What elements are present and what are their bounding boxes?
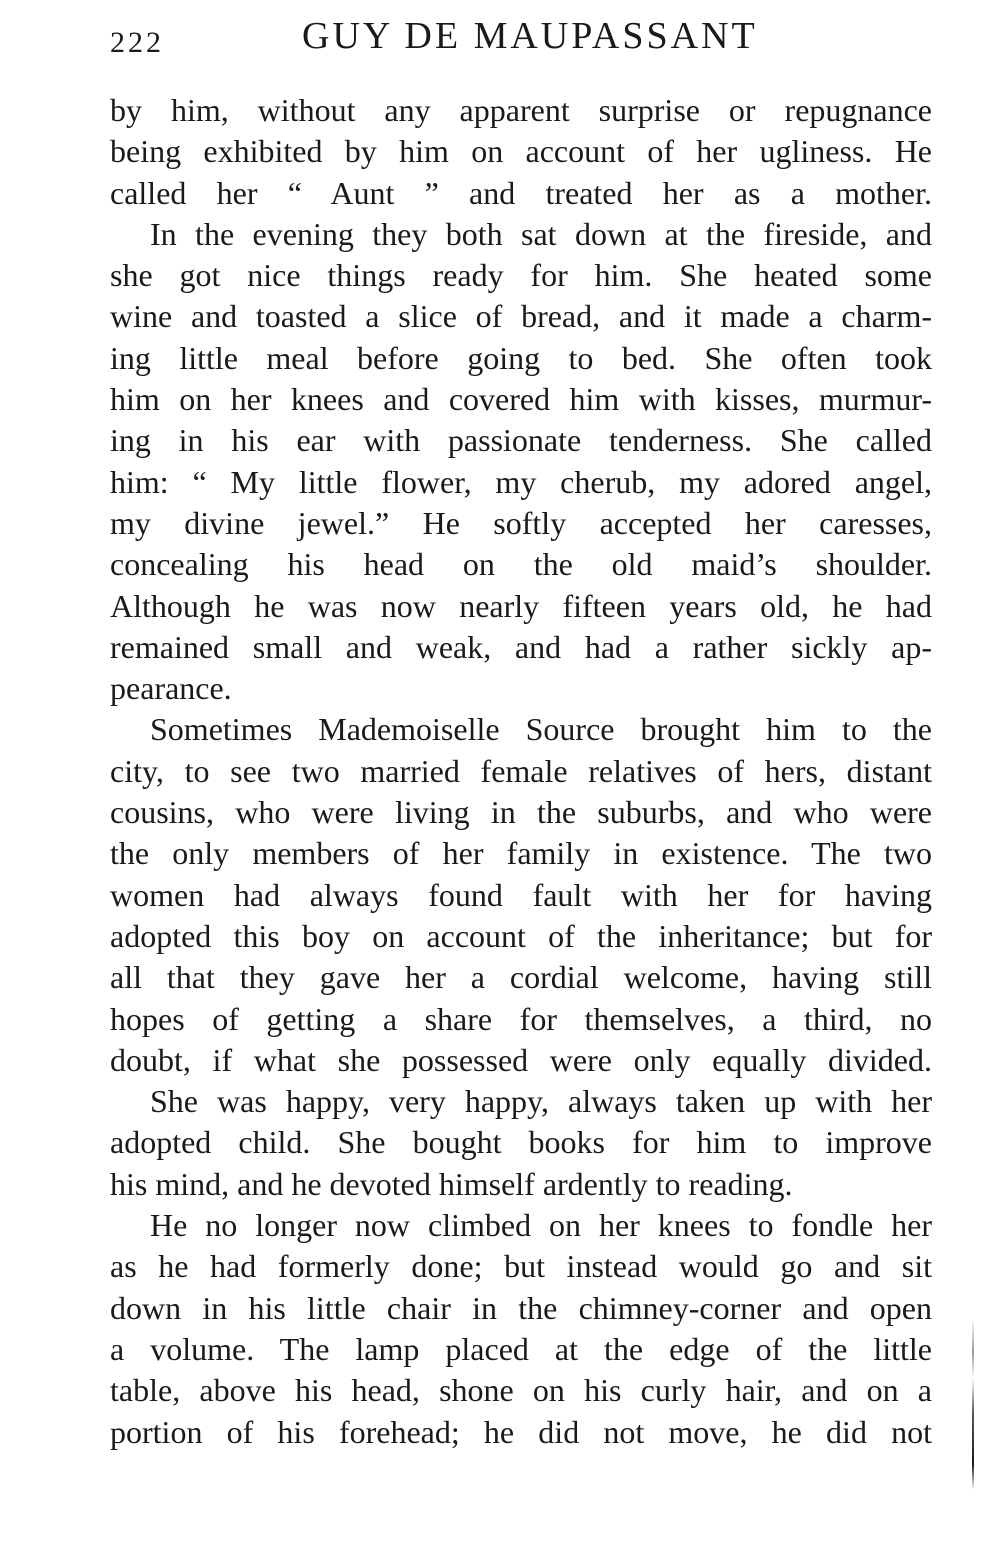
body-text [110, 90, 932, 1453]
text-line: his mind, and he devoted himself ardently to reading. [110, 1165, 793, 1202]
text-line: she got nice things ready for him. She heated some [110, 257, 932, 294]
text-line: She was happy, very happy, always taken up with her [150, 1083, 932, 1120]
text-line: In the evening they both sat down at the fireside, and [150, 215, 932, 252]
page-number: 222 [110, 26, 164, 59]
text-line: ing in his ear with passionate tenderness. She called [110, 422, 932, 459]
paragraph-city-visit [110, 709, 932, 1081]
text-line: city, to see two married female relatives of hers, distant [110, 752, 932, 789]
text-line: doubt, if what she possessed were only equally divided. [110, 1041, 932, 1078]
text-line: cousins, who were living in the suburbs, and who were [110, 794, 932, 831]
text-line: him: “ My little flower, my cherub, my adored angel, [110, 463, 932, 500]
text-line: a volume. The lamp placed at the edge of the little [110, 1330, 932, 1367]
text-line: table, above his head, shone on his curly hair, and on a [110, 1372, 932, 1409]
text-line: called her “ Aunt ” and treated her as a mother. [110, 174, 932, 211]
paragraph-reading [110, 1205, 932, 1453]
text-line: all that they gave her a cordial welcome, having still [110, 959, 932, 996]
text-line: women had always found fault with her for having [110, 876, 932, 913]
text-line: as he had formerly done; but instead would go and sit [110, 1248, 932, 1285]
text-line: by him, without any apparent surprise or repugnance [110, 92, 932, 128]
text-line: my divine jewel.” He softly accepted her caresses, [110, 504, 932, 541]
text-line: hopes of getting a share for themselves, a third, no [110, 1000, 932, 1037]
paragraph-fireside [110, 214, 932, 710]
paragraph-books [110, 1081, 932, 1205]
running-head [110, 14, 932, 64]
text-line: wine and toasted a slice of bread, and it made a charm- [110, 298, 932, 335]
text-line: pearance. [110, 670, 232, 707]
text-line: remained small and weak, and had a rather sickly ap- [110, 628, 932, 665]
text-line: He no longer now climbed on her knees to fondle her [150, 1207, 932, 1244]
text-line: him on her knees and covered him with kisses, murmur- [110, 381, 932, 418]
text-line: portion of his forehead; he did not move, he did not [110, 1413, 932, 1450]
text-line: concealing his head on the old maid’s shoulder. [110, 546, 932, 583]
text-line: being exhibited by him on account of her ugliness. He [110, 133, 932, 170]
paragraph-continued [110, 90, 932, 214]
running-title: GUY DE MAUPASSANT [302, 15, 758, 57]
text-line: Sometimes Mademoiselle Source brought him to the [150, 711, 932, 748]
book-page [110, 14, 932, 1453]
text-line: down in his little chair in the chimney-corner and open [110, 1289, 932, 1326]
text-line: adopted child. She bought books for him to improve [110, 1124, 932, 1161]
margin-rule [972, 1318, 974, 1490]
text-line: adopted this boy on account of the inheritance; but for [110, 917, 932, 954]
text-line: the only members of her family in existence. The two [110, 835, 932, 872]
text-line: Although he was now nearly fifteen years old, he had [110, 587, 932, 624]
text-line: ing little meal before going to bed. She often took [110, 339, 932, 376]
